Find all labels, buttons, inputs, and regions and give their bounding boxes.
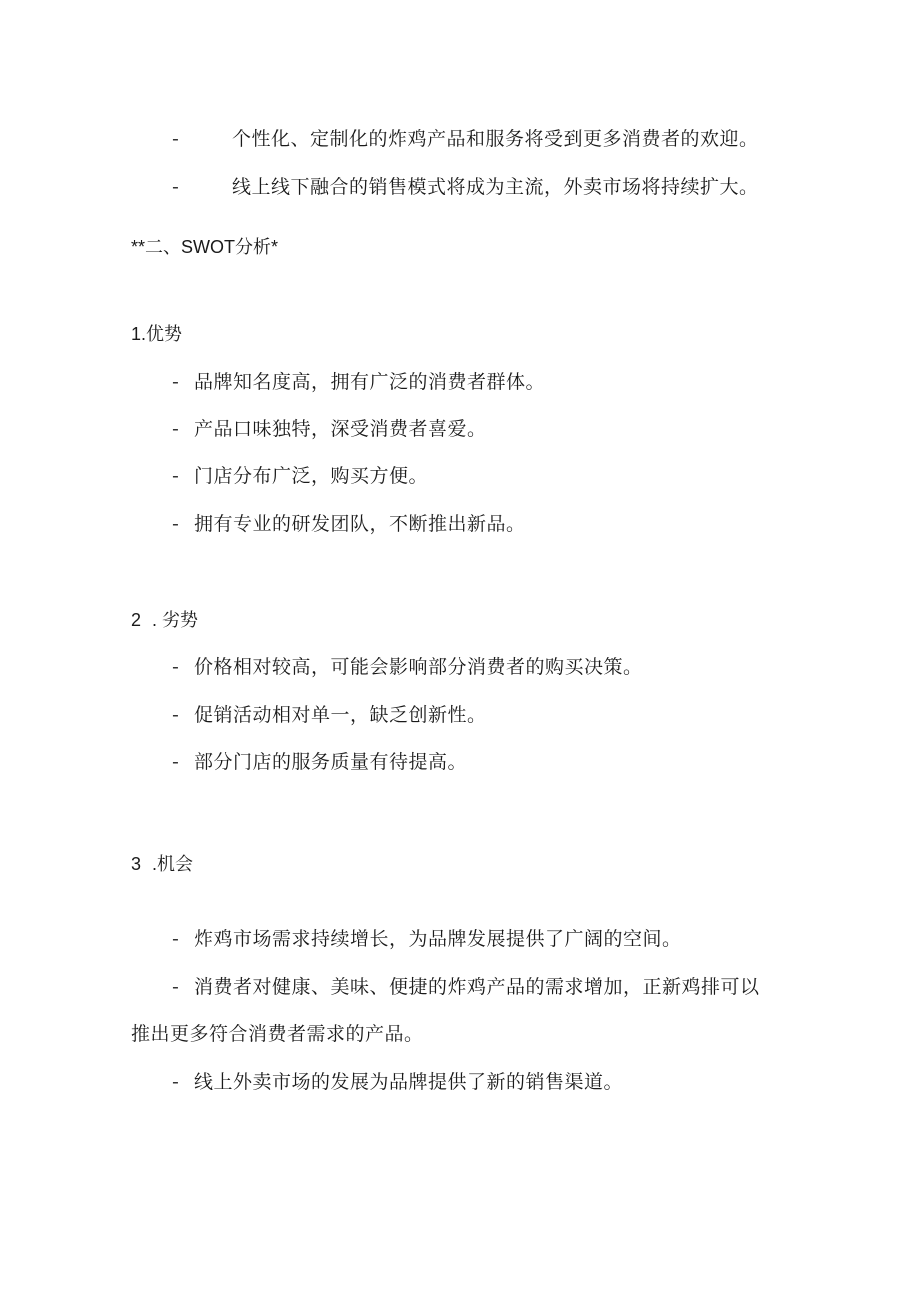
opportunity-item: 消费者对健康、美味、便捷的炸鸡产品的需求增加，正新鸡排可以	[194, 976, 760, 998]
strength-item: 门店分布广泛，购买方便。	[194, 465, 429, 487]
list-dash: -	[172, 418, 179, 440]
trend-item: 个性化、定制化的炸鸡产品和服务将受到更多消费者的欢迎。	[232, 128, 759, 150]
list-dash: -	[172, 128, 179, 150]
weakness-item: 部分门店的服务质量有待提高。	[194, 751, 468, 773]
list-dash: -	[172, 976, 179, 998]
opportunity-item: 炸鸡市场需求持续增长，为品牌发展提供了广阔的空间。	[194, 928, 682, 950]
list-dash: -	[172, 176, 179, 198]
list-dash: -	[172, 513, 179, 535]
list-dash: -	[172, 928, 179, 950]
section-title: **二、SWOT分析*	[131, 237, 279, 257]
opportunity-item-continuation: 推出更多符合消费者需求的产品。	[131, 1023, 424, 1045]
strength-item: 拥有专业的研发团队，不断推出新品。	[194, 513, 526, 535]
list-dash: -	[172, 1071, 179, 1093]
list-dash: -	[172, 465, 179, 487]
list-dash: -	[172, 751, 179, 773]
strength-item: 产品口味独特，深受消费者喜爱。	[194, 418, 487, 440]
strength-item: 品牌知名度高，拥有广泛的消费者群体。	[194, 371, 546, 393]
list-dash: -	[172, 371, 179, 393]
opportunities-heading: .机会	[152, 854, 194, 874]
opportunity-item: 线上外卖市场的发展为品牌提供了新的销售渠道。	[194, 1071, 624, 1093]
weakness-item: 促销活动相对单一，缺乏创新性。	[194, 704, 487, 726]
list-dash: -	[172, 704, 179, 726]
opportunities-heading-number: 3	[131, 854, 142, 874]
weakness-item: 价格相对较高，可能会影响部分消费者的购买决策。	[194, 656, 643, 678]
strengths-heading: 1.优势	[131, 324, 183, 344]
trend-item: 线上线下融合的销售模式将成为主流，外卖市场将持续扩大。	[232, 176, 759, 198]
list-dash: -	[172, 656, 179, 678]
weaknesses-heading: . 劣势	[152, 610, 199, 630]
weaknesses-heading-number: 2	[131, 610, 142, 630]
